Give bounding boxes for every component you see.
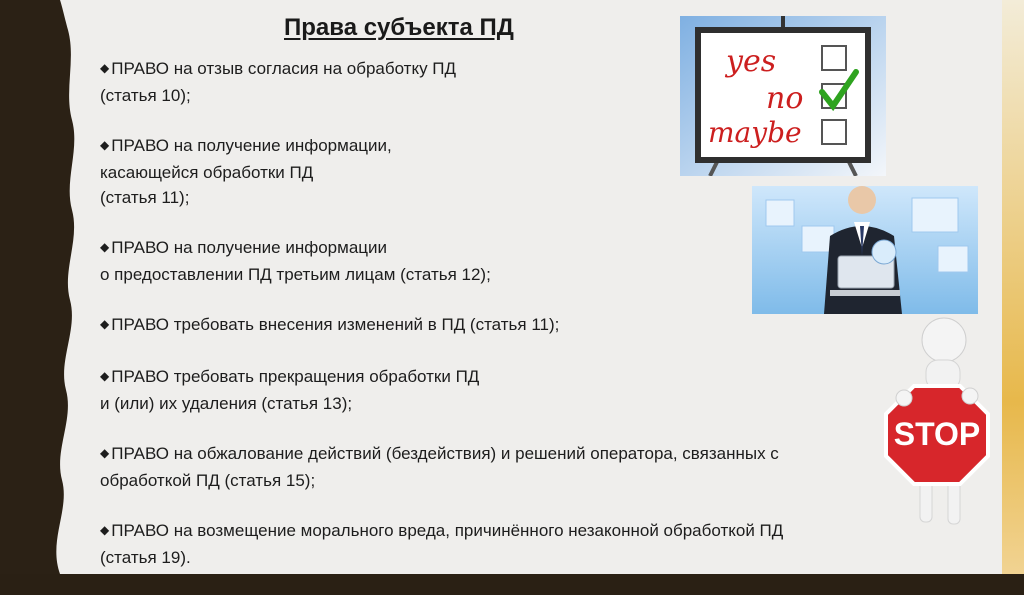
right-item-text: касающейся обработки ПД <box>100 163 314 182</box>
diamond-bullet-icon: ◆ <box>100 240 110 254</box>
right-item <box>100 518 920 570</box>
right-item-line <box>100 312 920 339</box>
right-item <box>100 364 920 416</box>
checkbox-icon <box>822 46 846 70</box>
right-item <box>100 312 920 339</box>
right-item-text: обработкой ПД (статья 15); <box>100 471 316 490</box>
right-item-text: ПРАВО на возмещение морального вреда, причинённого незаконной обработкой ПД <box>111 521 784 540</box>
right-item-line <box>100 518 920 545</box>
diamond-bullet-icon: ◆ <box>100 446 110 460</box>
cloud-icon <box>938 246 968 272</box>
right-item-text: (статья 10); <box>100 86 191 105</box>
right-item <box>100 441 920 493</box>
right-item-text: и (или) их удаления (статья 13); <box>100 394 353 413</box>
right-item-text: ПРАВО на обжалование действий (бездействия) и решений оператора, связанных с <box>111 444 779 463</box>
right-item-line <box>100 391 920 416</box>
right-item-text: ПРАВО требовать внесения изменений в ПД (статья 11); <box>111 315 560 334</box>
right-item-text: ПРАВО требовать прекращения обработки ПД <box>111 367 480 386</box>
right-item-line <box>100 545 920 570</box>
right-item-text: (статья 11); <box>100 188 190 207</box>
globe-icon <box>872 240 896 264</box>
businessman-tablet-image <box>752 186 978 314</box>
diamond-bullet-icon: ◆ <box>100 317 110 331</box>
stop-sign-figure-image <box>884 316 990 530</box>
stop-sign-text: STOP <box>893 416 981 452</box>
right-item-text: ПРАВО на получение информации <box>111 238 388 257</box>
diamond-bullet-icon: ◆ <box>100 369 110 383</box>
right-item-line <box>100 468 920 493</box>
lock-icon <box>766 200 794 226</box>
diamond-bullet-icon: ◆ <box>100 523 110 537</box>
right-item-text: о предоставлении ПД третьим лицам (статья 12); <box>100 265 491 284</box>
cloud-icon <box>912 198 958 232</box>
right-item-text: (статья 19). <box>100 548 191 567</box>
right-item-text: ПРАВО на отзыв согласия на обработку ПД <box>111 59 457 78</box>
yes-no-maybe-board-image <box>680 16 886 176</box>
board-word-yes: yes <box>726 44 777 79</box>
diamond-bullet-icon: ◆ <box>100 61 110 75</box>
page-title: Права субъекта ПД <box>284 14 514 41</box>
board-word-maybe: maybe <box>708 116 802 149</box>
checkbox-icon <box>822 120 846 144</box>
right-item-line <box>100 364 920 391</box>
right-item-text: ПРАВО на получение информации, <box>111 136 392 155</box>
diamond-bullet-icon: ◆ <box>100 138 110 152</box>
right-item-line <box>100 441 920 468</box>
right-decor-strip <box>1002 0 1024 574</box>
board-word-no: no <box>766 81 804 116</box>
